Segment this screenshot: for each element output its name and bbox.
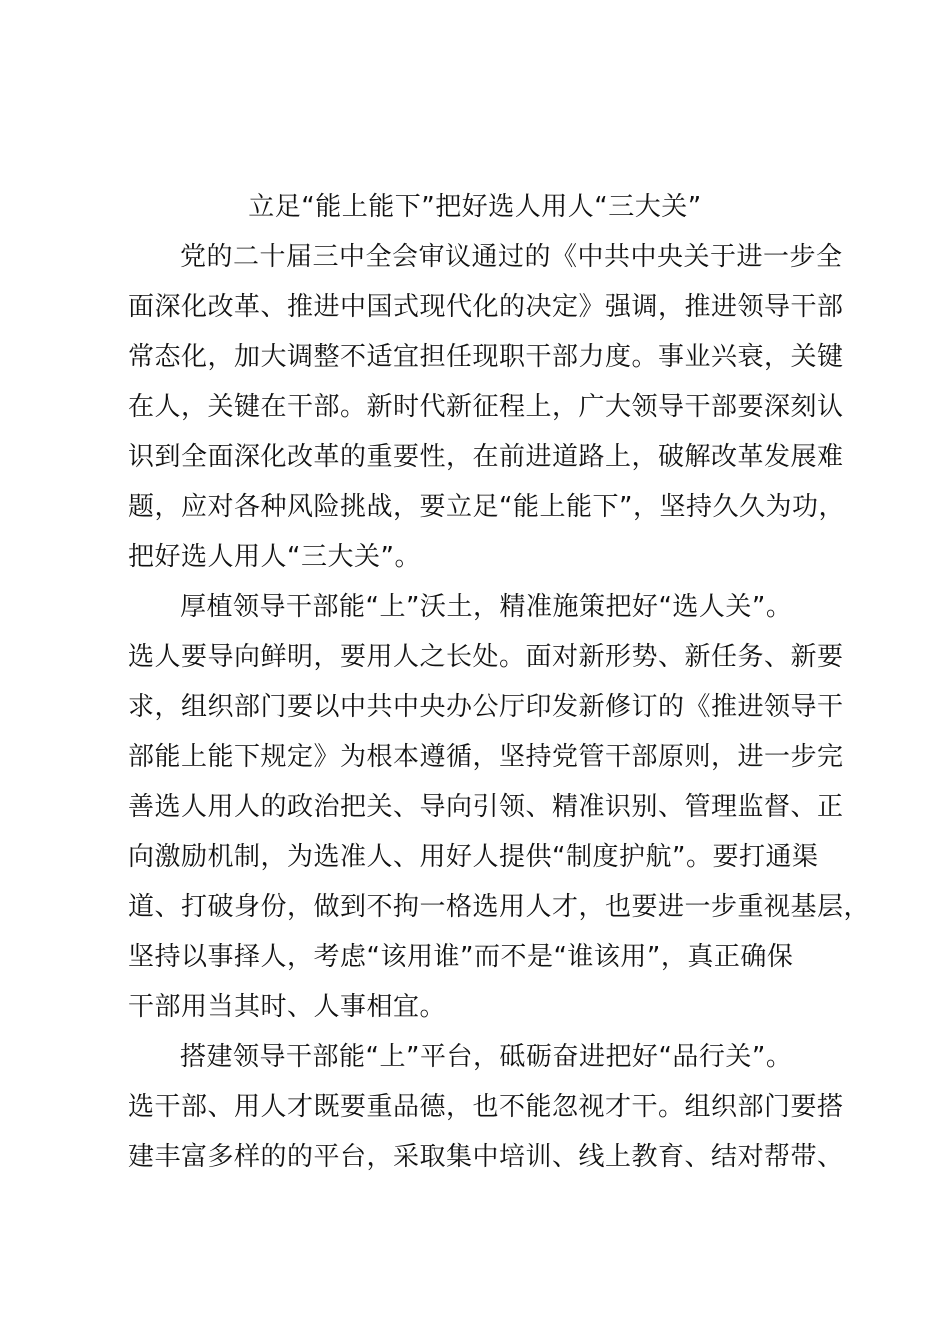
- body-line: 善选人用人的政治把关、导向引领、精准识别、管理监督、正: [128, 792, 844, 822]
- body-line: 选干部、用人才既要重品德，也不能忽视才干。组织部门要搭: [128, 1092, 844, 1122]
- body-line: 选人要导向鲜明，要用人之长处。面对新形势、新任务、新要: [128, 642, 844, 672]
- body-line: 在人，关键在干部。新时代新征程上，广大领导干部要深刻认: [128, 392, 844, 422]
- paragraph-first-line: 党的二十届三中全会审议通过的《中共中央关于进一步全: [180, 242, 843, 272]
- body-line: 求，组织部门要以中共中央办公厅印发新修订的《推进领导干: [128, 692, 844, 722]
- body-line: 干部用当其时、人事相宜。: [128, 992, 447, 1022]
- document-title: 立足“能上能下”把好选人用人“三大关”: [248, 192, 702, 222]
- paragraph-first-line: 厚植领导干部能“上”沃土，精准施策把好“选人关”。: [180, 592, 793, 622]
- body-line: 识到全面深化改革的重要性，在前进道路上，破解改革发展难: [128, 442, 844, 472]
- paragraph-first-line: 搭建领导干部能“上”平台，砥砺奋进把好“品行关”。: [180, 1042, 793, 1072]
- body-line: 坚持以事择人，考虑“该用谁”而不是“谁该用”，真正确保: [128, 942, 794, 972]
- document-body: [128, 232, 871, 1182]
- body-line: 向激励机制，为选准人、用好人提供“制度护航”。要打通渠: [128, 842, 819, 872]
- body-line: 道、打破身份，做到不拘一格选用人才，也要进一步重视基层，: [128, 892, 871, 922]
- body-line: 常态化，加大调整不适宜担任现职干部力度。事业兴衰，关键: [128, 342, 844, 372]
- body-line: 面深化改革、推进中国式现代化的决定》强调，推进领导干部: [128, 292, 844, 322]
- body-line: 题，应对各种风险挑战，要立足“能上能下”，坚持久久为功，: [128, 492, 845, 522]
- body-line: 部能上能下规定》为根本遵循，坚持党管干部原则，进一步完: [128, 742, 844, 772]
- body-line: 把好选人用人“三大关”。: [128, 542, 421, 572]
- body-line: 建丰富多样的的平台，采取集中培训、线上教育、结对帮带、: [128, 1142, 844, 1172]
